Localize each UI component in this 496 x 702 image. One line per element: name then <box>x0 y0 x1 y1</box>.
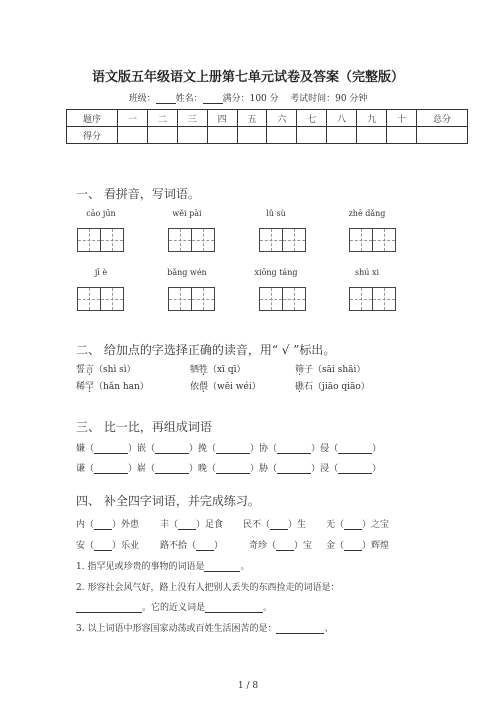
question-text: 。它的近义词是 <box>142 603 206 613</box>
score-cell[interactable] <box>297 127 327 144</box>
full-score: 满分：100 分 <box>222 94 279 104</box>
score-header-cell: 九 <box>357 110 387 127</box>
score-header-cell: 十 <box>387 110 417 127</box>
idiom-part: ）生 <box>288 520 307 530</box>
char: 牺 <box>190 365 200 375</box>
idiom-item <box>76 517 139 530</box>
idiom-part: 奇珍（ <box>249 541 277 551</box>
grid-cell[interactable] <box>168 228 192 252</box>
question-2-answer <box>76 600 272 613</box>
grid-cell[interactable] <box>77 228 101 252</box>
score-row-label: 得分 <box>67 127 118 144</box>
grid-cell[interactable] <box>168 287 192 311</box>
reading-options: （jiāo qiāo） <box>313 382 370 392</box>
answer-blank[interactable] <box>276 541 294 551</box>
answer-blank[interactable] <box>270 520 288 530</box>
section2-heading: 二、 给加点的字选择正确的读音，用“ √ ”标出。 <box>76 343 336 357</box>
pinyin-label: cāo jūn <box>86 209 116 218</box>
exam-info <box>0 91 496 104</box>
answer-blank[interactable] <box>338 444 372 454</box>
question-text: 、 <box>324 624 334 634</box>
reading-options: （shì sì） <box>94 365 136 375</box>
idiom-item <box>160 538 223 551</box>
idiom-item <box>243 517 306 530</box>
score-table <box>66 109 468 144</box>
dotted-char: 罕 <box>85 382 95 392</box>
idiom-part: 金（ <box>326 541 345 551</box>
answer-blank[interactable] <box>196 541 214 551</box>
answer-blank[interactable] <box>155 464 189 474</box>
score-header-cell: 五 <box>237 110 267 127</box>
answer-blank[interactable] <box>205 603 263 613</box>
score-cell[interactable] <box>118 127 148 144</box>
answer-blank[interactable] <box>94 444 128 454</box>
grid-cell[interactable] <box>349 287 373 311</box>
class-label: 班级： <box>128 94 156 104</box>
grid-cell[interactable] <box>259 228 283 252</box>
grid-cell[interactable] <box>100 228 124 252</box>
pinyin-label: jī è <box>94 268 108 277</box>
writing-grid[interactable] <box>349 287 395 311</box>
answer-blank[interactable] <box>344 520 362 530</box>
grid-cell[interactable] <box>282 228 306 252</box>
char: 誓 <box>76 365 86 375</box>
dotted-char: 言 <box>85 365 95 375</box>
pinyin-label: bǎng wén <box>167 268 207 277</box>
answer-blank[interactable] <box>94 520 112 530</box>
compare-char: ）嵌（ <box>128 444 156 454</box>
writing-grid[interactable] <box>77 287 123 311</box>
dotted-char: 牲 <box>199 365 209 375</box>
reading-item[interactable] <box>295 362 365 375</box>
reading-options: （hǎn han） <box>94 382 149 392</box>
dotted-char: 偎 <box>199 382 209 392</box>
idiom-item <box>160 517 223 530</box>
writing-grid[interactable] <box>168 228 214 252</box>
idiom-part: ）宝 <box>294 541 313 551</box>
idiom-part: 路不拾（ <box>160 541 197 551</box>
question-3 <box>76 621 333 634</box>
answer-blank[interactable] <box>216 444 250 454</box>
compare-char: ） <box>372 464 382 474</box>
score-header-row <box>67 110 468 127</box>
idiom-part: ） <box>214 541 224 551</box>
grid-cell[interactable] <box>191 287 215 311</box>
grid-cell[interactable] <box>372 287 396 311</box>
idiom-item <box>326 538 389 551</box>
dotted-char: 礁 <box>295 382 305 392</box>
writing-grid[interactable] <box>168 287 214 311</box>
score-header-cell: 三 <box>177 110 207 127</box>
answer-blank[interactable] <box>178 520 196 530</box>
answer-blank[interactable] <box>276 624 324 634</box>
score-header-cell: 题序 <box>67 110 118 127</box>
name-blank <box>203 94 223 104</box>
writing-grid[interactable] <box>259 287 305 311</box>
idiom-part: 无（ <box>326 520 345 530</box>
compare-char: 谦（ <box>76 464 95 474</box>
question-text: 。 <box>240 562 250 572</box>
writing-grid[interactable] <box>259 228 305 252</box>
score-cell[interactable] <box>177 127 207 144</box>
answer-blank[interactable] <box>204 562 240 572</box>
reading-item[interactable] <box>76 362 136 375</box>
question-text: 3. 以上词语中形容国家动荡或百姓生活困苦的是： <box>76 624 277 634</box>
pinyin-label: xiōng táng <box>254 268 298 277</box>
grid-cell[interactable] <box>349 228 373 252</box>
char: 稀 <box>76 382 86 392</box>
idiom-part: 丰（ <box>160 520 179 530</box>
section1-heading: 一、 看拼音，写词语。 <box>76 187 200 201</box>
score-cell[interactable] <box>327 127 357 144</box>
section3-heading: 三、 比一比，再组成词语 <box>76 420 212 434</box>
question-1 <box>76 559 249 572</box>
compare-char: ）浸（ <box>311 464 339 474</box>
compare-char: ） <box>372 444 382 454</box>
score-cell[interactable] <box>267 127 297 144</box>
idiom-item <box>76 538 139 551</box>
pinyin-label: zhē dǎng <box>348 209 386 218</box>
reading-options: （sāi shāi） <box>313 365 366 375</box>
section4-heading: 四、 补全四字词语，并完成练习。 <box>76 494 260 508</box>
dotted-char: 筛 <box>295 365 305 375</box>
score-header-cell: 一 <box>118 110 148 127</box>
question-text: 。 <box>263 603 273 613</box>
grid-cell[interactable] <box>100 287 124 311</box>
score-header-cell: 二 <box>147 110 177 127</box>
page-title: 语文版五年级语文上册第七单元试卷及答案（完整版） <box>91 70 404 85</box>
idiom-part: 内（ <box>76 520 95 530</box>
pinyin-label: wěi pài <box>172 209 202 218</box>
score-cell[interactable] <box>357 127 387 144</box>
reading-options: （xī qī） <box>208 365 246 375</box>
score-header-cell: 四 <box>207 110 237 127</box>
compare-char: ）侵（ <box>311 444 339 454</box>
writing-grid[interactable] <box>77 228 123 252</box>
compare-char: ）胁（ <box>250 464 278 474</box>
compare-char: ）挽（ <box>189 444 217 454</box>
grid-cell[interactable] <box>191 228 215 252</box>
idiom-item <box>249 538 312 551</box>
idiom-part: 安（ <box>76 541 95 551</box>
idiom-part: ）足食 <box>196 520 224 530</box>
compare-row <box>76 461 381 474</box>
char: 石 <box>304 382 314 392</box>
answer-blank[interactable] <box>216 464 250 474</box>
score-header-cell: 总分 <box>417 110 468 127</box>
name-label: 姓名： <box>175 94 203 104</box>
reading-item[interactable] <box>190 379 261 392</box>
exam-time: 考试时间：90 分钟 <box>290 94 368 104</box>
score-cell[interactable] <box>207 127 237 144</box>
class-blank <box>156 94 176 104</box>
answer-blank[interactable] <box>76 603 142 613</box>
reading-item[interactable] <box>190 362 246 375</box>
question-text: 1. 指罕见或珍贵的事物的词语是 <box>76 562 205 572</box>
answer-blank[interactable] <box>155 444 189 454</box>
page-number: 1 / 8 <box>237 681 259 691</box>
answer-blank[interactable] <box>277 464 311 474</box>
reading-options: （wēi wéi） <box>208 382 261 392</box>
compare-char: ）协（ <box>250 444 278 454</box>
score-cell[interactable] <box>387 127 417 144</box>
compare-char: ）晚（ <box>189 464 217 474</box>
answer-blank[interactable] <box>277 444 311 454</box>
char: 子 <box>304 365 314 375</box>
idiom-part: ）乐业 <box>112 541 140 551</box>
pinyin-label: shú xi <box>354 268 380 277</box>
compare-char: ）崭（ <box>128 464 156 474</box>
idiom-part: ）辉煌 <box>362 541 390 551</box>
score-header-cell: 六 <box>267 110 297 127</box>
answer-blank[interactable] <box>94 464 128 474</box>
reading-item[interactable] <box>295 379 370 392</box>
pinyin-label: lǔ sù <box>266 209 286 218</box>
grid-cell[interactable] <box>282 287 306 311</box>
idiom-part: ）外患 <box>112 520 140 530</box>
grid-cell[interactable] <box>77 287 101 311</box>
idiom-item <box>326 517 389 530</box>
score-header-cell: 七 <box>297 110 327 127</box>
compare-char: 嫌（ <box>76 444 95 454</box>
score-cell[interactable] <box>237 127 267 144</box>
answer-blank[interactable] <box>338 464 372 474</box>
idiom-part: 民不（ <box>243 520 271 530</box>
score-header-cell: 八 <box>327 110 357 127</box>
answer-blank[interactable] <box>94 541 112 551</box>
reading-item[interactable] <box>76 379 149 392</box>
grid-cell[interactable] <box>372 228 396 252</box>
idiom-part: ）之宝 <box>362 520 390 530</box>
grid-cell[interactable] <box>259 287 283 311</box>
writing-grid[interactable] <box>349 228 395 252</box>
compare-row <box>76 441 381 454</box>
question-2: 2. 形容社会风气好，路上没有人把别人丢失的东西捡走的词语是： <box>76 583 340 593</box>
score-cell[interactable] <box>417 127 468 144</box>
score-value-row <box>67 127 468 144</box>
char: 依 <box>190 382 200 392</box>
score-cell[interactable] <box>147 127 177 144</box>
answer-blank[interactable] <box>344 541 362 551</box>
